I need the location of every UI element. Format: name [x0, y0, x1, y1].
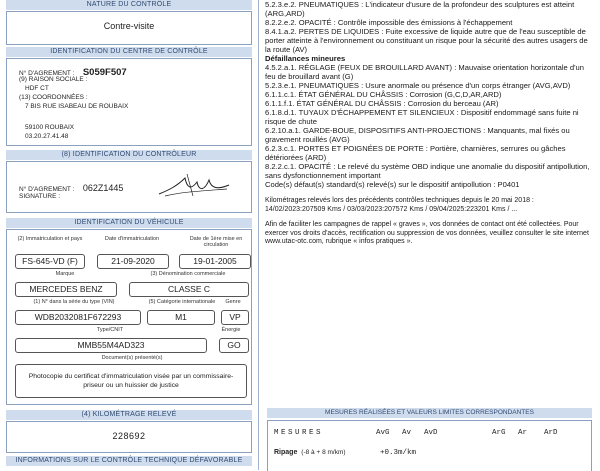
marque-label: Marque — [55, 271, 75, 277]
address-line-1: 7 BIS RUE ISABEAU DE ROUBAIX — [25, 103, 129, 110]
immat-value: FS-645-VD (F) — [15, 254, 85, 269]
denom-label: (3) Dénomination commerciale — [150, 271, 226, 277]
col-avd: AvD — [424, 429, 438, 437]
defect-minor-6: 6.2.10.a.1. GARDE-BOUE, DISPOSITIFS ANTI-PROJECTIONS : Manquants, mal fixés ou gravement rouillés (AVG) — [265, 126, 570, 144]
docs-label: Document(s) présenté(s) — [101, 355, 163, 361]
date-first-label: Date de 1ère mise en circulation — [189, 236, 243, 248]
centre-box — [6, 58, 252, 146]
genre-label: Genre — [225, 299, 241, 305]
controleur-agrement-value: 062Z1445 — [82, 183, 124, 193]
defect-minor-3: 6.1.1.c.1. ÉTAT GÉNÉRAL DU CHÂSSIS : Corrosion (G,C,D,AR,ARD) — [265, 90, 502, 99]
ripage-row — [274, 449, 346, 456]
energie-value: GO — [219, 338, 249, 353]
measures-box — [267, 420, 592, 471]
coordonnees-label: (13) COORDONNÉES : — [19, 94, 88, 101]
obd-codes-line: Code(s) défaut(s) standard(s) relevé(s) sur le dispositif antipollution : P0401 — [265, 180, 520, 189]
defect-minor-5: 6.1.8.d.1. TUYAUX D'ÉCHAPPEMENT ET SILENCIEUX : Dispositif endommagé sans fuite ni risque de chute — [265, 108, 579, 126]
vehicule-header: IDENTIFICATION DU VÉHICULE — [6, 218, 252, 228]
date-immat-label: Date d'immatriculation — [104, 236, 160, 242]
defect-minor-2: 5.2.3.e.1. PNEUMATIQUES : Usure anormale ou présence d'un corps étranger (AVG,AVD) — [265, 81, 571, 90]
control-nature-box — [6, 11, 252, 45]
km-box — [6, 421, 252, 453]
info-bottom-header: INFORMATIONS SUR LE CONTRÔLE TECHNIQUE DÉFAVORABLE — [6, 456, 252, 466]
km-header: (4) KILOMÉTRAGE RELEVÉ — [6, 410, 252, 420]
defect-major-1: 5.2.3.e.2. PNEUMATIQUES : L'indicateur d'usure de la profondeur des sculptures est atteint (ARG,ARD) — [265, 0, 575, 18]
signature-label: SIGNATURE : — [19, 193, 61, 200]
col-ard: ArD — [544, 429, 558, 437]
defect-major-3: 8.4.1.a.2. PERTES DE LIQUIDES : Fuite excessive de liquide autre que de l'eau susceptible de porter atteinte à l'environnement ou constituant un risque pour la sécurité des autres usagers de la route (AV) — [265, 27, 588, 54]
raison-sociale-value: HDF CT — [25, 85, 49, 92]
right-column — [258, 0, 600, 470]
type-value: MMB55M4AD323 — [15, 338, 207, 353]
km-value: 228692 — [112, 431, 146, 441]
raison-sociale-label: (9) RAISON SOCIALE : — [19, 76, 88, 83]
date-first-value: 19-01-2005 — [179, 254, 251, 269]
centre-agrement-value: S059F507 — [82, 67, 127, 78]
defect-major-2: 8.2.2.e.2. OPACITÉ : Contrôle impossible des émissions à l'échappement — [265, 18, 513, 27]
centre-header: IDENTIFICATION DU CENTRE DE CONTRÔLE — [6, 47, 252, 57]
categorie-value: M1 — [147, 310, 215, 325]
energie-label: Énergie — [221, 327, 241, 333]
defect-minor-1: 4.5.2.a.1. RÉGLAGE (FEUX DE BROUILLARD AVANT) : Mauvaise orientation horizontale d'un feu de brouillard avant (G) — [265, 63, 584, 81]
minor-defects-header: Défaillances mineures — [265, 54, 346, 63]
date-immat-value: 21-09-2020 — [97, 254, 169, 269]
defect-minor-8: 8.2.2.c.1. OPACITÉ : Le relevé du système OBD indique une anomalie du dispositif antipollution, sans dysfonctionnement important — [265, 162, 590, 180]
control-nature-header: NATURE DU CONTRÔLE — [6, 0, 252, 10]
controleur-box — [6, 161, 252, 213]
immat-label: (2) Immatriculation et pays — [17, 236, 83, 242]
vehicule-box — [6, 229, 252, 405]
docs-value: Photocopie du certificat d'immatriculation visée par un commissaire-priseur ou un huissier de justice — [15, 364, 247, 398]
left-column — [0, 0, 258, 470]
col-av: Av — [402, 429, 412, 437]
km-history: Kilométrages relevés lors des précédents contrôles techniques depuis le 20 mai 2018 : 14/02/2023:207509 Kms / 03/03/2023:207572 Kms / 09/04/2025:223201 Kms / ... — [265, 197, 534, 213]
defect-minor-7: 6.2.3.c.1. PORTES ET POIGNÉES DE PORTE : Portière, charnières, serrures ou gâches détériorées (ARD) — [265, 144, 566, 162]
controleur-agrement-label: N° D'AGREMENT : — [19, 186, 75, 193]
ripage-range: (-8 à + 8 m/km) — [301, 449, 346, 456]
centre-agrement-label: N° D'AGREMENT : — [19, 70, 75, 77]
centre-agrement-row — [19, 62, 249, 78]
measures-col-title: MESURES — [274, 429, 324, 437]
denom-value: CLASSE C — [129, 282, 249, 297]
ripage-label: Ripage — [274, 449, 298, 456]
categorie-label: (5) Catégorie internationale — [148, 299, 216, 305]
address-line-2: 59100 ROUBAIX — [25, 124, 75, 131]
genre-value: VP — [221, 310, 249, 325]
centre-phone: 03.20.27.41.48 — [25, 133, 69, 140]
col-ar: Ar — [518, 429, 528, 437]
measures-header: MESURES RÉALISÉES ET VALEURS LIMITES CORRESPONDANTES — [267, 408, 592, 418]
col-arg: ArG — [492, 429, 506, 437]
recall-text: Afin de faciliter les campagnes de rappel « graves », vos données de contact ont été collectées. Pour exercer vos droits d'accès, rectification ou suppression de vos données, veuillez consulter le site internet www.utac-otc.com, rubrique « infos pratiques ». — [265, 221, 589, 245]
control-nature-value: Contre-visite — [103, 21, 155, 31]
vin-label: (1) N° dans la série du type (VIN) — [33, 299, 115, 305]
controleur-header: (8) IDENTIFICATION DU CONTRÔLEUR — [6, 150, 252, 160]
defect-minor-4: 6.1.1.f.1. ÉTAT GÉNÉRAL DU CHÂSSIS : Corrosion du berceau (AR) — [265, 99, 499, 108]
type-label: Type/CNIT — [96, 327, 124, 333]
defects-list — [259, 0, 600, 404]
vin-value: WDB2032081F672293 — [15, 310, 141, 325]
col-avg: AvG — [376, 429, 390, 437]
marque-value: MERCEDES BENZ — [15, 282, 117, 297]
signature-mark — [157, 168, 232, 200]
ripage-value: +0.3m/km — [380, 449, 417, 457]
